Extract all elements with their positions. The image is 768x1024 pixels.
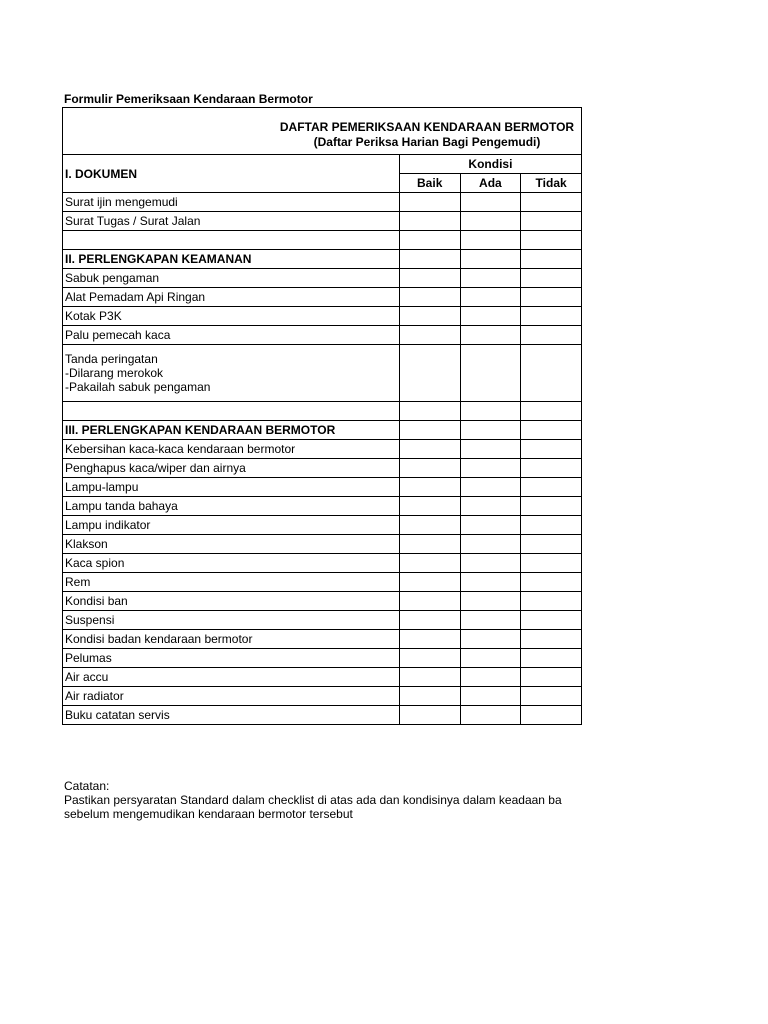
- check-cell-tidak[interactable]: [521, 687, 582, 706]
- warning-line: -Dilarang merokok: [65, 366, 164, 380]
- check-cell-baik[interactable]: [399, 706, 460, 725]
- section-row-kendaraan: [63, 421, 582, 440]
- item-label: Kondisi ban: [63, 592, 400, 611]
- check-cell-tidak[interactable]: [521, 668, 582, 687]
- check-cell-baik[interactable]: [399, 592, 460, 611]
- section-row-keamanan: [63, 250, 582, 269]
- check-cell-ada[interactable]: [460, 668, 521, 687]
- item-label: Air radiator: [63, 687, 400, 706]
- check-cell-baik[interactable]: [399, 288, 460, 307]
- check-cell-tidak[interactable]: [521, 193, 582, 212]
- check-cell-baik[interactable]: [399, 478, 460, 497]
- check-cell-tidak[interactable]: [521, 269, 582, 288]
- check-cell-ada[interactable]: [460, 345, 521, 402]
- table-row: [63, 269, 582, 288]
- table-row: [63, 668, 582, 687]
- check-cell-baik[interactable]: [399, 459, 460, 478]
- check-cell-tidak[interactable]: [521, 459, 582, 478]
- table-row: [63, 478, 582, 497]
- table-row: [63, 288, 582, 307]
- check-cell-tidak[interactable]: [521, 630, 582, 649]
- table-row: [63, 440, 582, 459]
- check-cell-tidak[interactable]: [521, 478, 582, 497]
- checklist-sheet: [62, 107, 582, 725]
- check-cell-ada[interactable]: [460, 212, 521, 231]
- col-header-ada: Ada: [460, 174, 521, 193]
- check-cell-ada[interactable]: [460, 573, 521, 592]
- check-cell-tidak[interactable]: [521, 440, 582, 459]
- check-cell-baik[interactable]: [399, 193, 460, 212]
- section-heading-dokumen: I. DOKUMEN: [63, 155, 400, 193]
- item-label: Lampu indikator: [63, 516, 400, 535]
- warning-signs-cell: [63, 345, 400, 402]
- notes-block: [64, 779, 764, 821]
- check-cell-tidak[interactable]: [521, 535, 582, 554]
- check-cell-ada[interactable]: [460, 592, 521, 611]
- table-row: [63, 326, 582, 345]
- table-row: [63, 611, 582, 630]
- check-cell-tidak[interactable]: [521, 611, 582, 630]
- item-label: Suspensi: [63, 611, 400, 630]
- check-cell-baik[interactable]: [399, 630, 460, 649]
- item-label: Air accu: [63, 668, 400, 687]
- checklist-subtitle: (Daftar Periksa Harian Bagi Pengemudi): [313, 135, 541, 149]
- table-row: [63, 554, 582, 573]
- check-cell-tidak[interactable]: [521, 554, 582, 573]
- table-title-row: [63, 108, 582, 155]
- item-label: Lampu tanda bahaya: [63, 497, 400, 516]
- check-cell-tidak[interactable]: [521, 573, 582, 592]
- table-row: [63, 573, 582, 592]
- form-title: Formulir Pemeriksaan Kendaraan Bermotor: [64, 92, 313, 106]
- table-row: [63, 193, 582, 212]
- check-cell-baik[interactable]: [399, 668, 460, 687]
- spacer-row: [63, 402, 582, 421]
- item-label: Palu pemecah kaca: [63, 326, 400, 345]
- item-label: Kondisi badan kendaraan bermotor: [63, 630, 400, 649]
- check-cell-baik[interactable]: [399, 611, 460, 630]
- item-label: Kotak P3K: [63, 307, 400, 326]
- section-header-row: [63, 155, 582, 174]
- checklist-table: [62, 107, 582, 725]
- table-row: [63, 592, 582, 611]
- item-label: Rem: [63, 573, 400, 592]
- check-cell-baik[interactable]: [399, 573, 460, 592]
- notes-label: Catatan:: [64, 779, 110, 793]
- kondisi-header: Kondisi: [399, 155, 581, 174]
- item-label: Kebersihan kaca-kaca kendaraan bermotor: [63, 440, 400, 459]
- item-label: Pelumas: [63, 649, 400, 668]
- item-label: Kaca spion: [63, 554, 400, 573]
- check-cell-tidak[interactable]: [521, 706, 582, 725]
- table-title-cell: [63, 108, 582, 155]
- check-cell-ada[interactable]: [460, 269, 521, 288]
- check-cell-baik[interactable]: [399, 307, 460, 326]
- item-label: Sabuk pengaman: [63, 269, 400, 288]
- check-cell-ada[interactable]: [460, 706, 521, 725]
- warning-line: -Pakailah sabuk pengaman: [65, 380, 211, 394]
- item-label: Surat Tugas / Surat Jalan: [63, 212, 400, 231]
- checklist-title: DAFTAR PEMERIKSAAN KENDARAAN BERMOTOR: [279, 120, 575, 134]
- item-label: Lampu-lampu: [63, 478, 400, 497]
- table-row: [63, 459, 582, 478]
- item-label: Klakson: [63, 535, 400, 554]
- warning-line: Tanda peringatan: [65, 352, 158, 366]
- check-cell-baik[interactable]: [399, 535, 460, 554]
- check-cell-baik[interactable]: [399, 516, 460, 535]
- check-cell-tidak[interactable]: [521, 345, 582, 402]
- table-row: [63, 212, 582, 231]
- check-cell-baik[interactable]: [399, 440, 460, 459]
- check-cell-ada[interactable]: [460, 497, 521, 516]
- check-cell-ada[interactable]: [460, 535, 521, 554]
- check-cell-baik[interactable]: [399, 497, 460, 516]
- item-label: Surat ijin mengemudi: [63, 193, 400, 212]
- check-cell-tidak[interactable]: [521, 516, 582, 535]
- check-cell-tidak[interactable]: [521, 212, 582, 231]
- check-cell-ada[interactable]: [460, 554, 521, 573]
- section-heading-kendaraan: III. PERLENGKAPAN KENDARAAN BERMOTOR: [63, 421, 400, 440]
- spacer-row: [63, 231, 582, 250]
- check-cell-tidak[interactable]: [521, 497, 582, 516]
- check-cell-tidak[interactable]: [521, 288, 582, 307]
- check-cell-baik[interactable]: [399, 212, 460, 231]
- table-row: [63, 687, 582, 706]
- check-cell-baik[interactable]: [399, 649, 460, 668]
- item-label: Alat Pemadam Api Ringan: [63, 288, 400, 307]
- table-row: [63, 706, 582, 725]
- section-heading-keamanan: II. PERLENGKAPAN KEAMANAN: [63, 250, 400, 269]
- check-cell-tidak[interactable]: [521, 649, 582, 668]
- table-row: [63, 630, 582, 649]
- table-row: [63, 516, 582, 535]
- check-cell-tidak[interactable]: [521, 592, 582, 611]
- table-row: [63, 497, 582, 516]
- check-cell-tidak[interactable]: [521, 307, 582, 326]
- check-cell-ada[interactable]: [460, 440, 521, 459]
- check-cell-ada[interactable]: [460, 307, 521, 326]
- check-cell-ada[interactable]: [460, 193, 521, 212]
- table-row: [63, 649, 582, 668]
- check-cell-ada[interactable]: [460, 611, 521, 630]
- check-cell-ada[interactable]: [460, 630, 521, 649]
- table-row: [63, 307, 582, 326]
- item-label: Penghapus kaca/wiper dan airnya: [63, 459, 400, 478]
- check-cell-ada[interactable]: [460, 649, 521, 668]
- check-cell-baik[interactable]: [399, 269, 460, 288]
- notes-line: Pastikan persyaratan Standard dalam checklist di atas ada dan kondisinya dalam keadaan ba: [64, 793, 562, 807]
- table-row: [63, 535, 582, 554]
- check-cell-tidak[interactable]: [521, 326, 582, 345]
- table-row-warning-signs: [63, 345, 582, 402]
- check-cell-ada[interactable]: [460, 478, 521, 497]
- check-cell-ada[interactable]: [460, 459, 521, 478]
- check-cell-ada[interactable]: [460, 288, 521, 307]
- check-cell-baik[interactable]: [399, 326, 460, 345]
- check-cell-ada[interactable]: [460, 326, 521, 345]
- check-cell-ada[interactable]: [460, 687, 521, 706]
- check-cell-baik[interactable]: [399, 554, 460, 573]
- check-cell-baik[interactable]: [399, 687, 460, 706]
- item-label: Buku catatan servis: [63, 706, 400, 725]
- col-header-baik: Baik: [399, 174, 460, 193]
- check-cell-baik[interactable]: [399, 345, 460, 402]
- notes-line: sebelum mengemudikan kendaraan bermotor tersebut: [64, 807, 353, 821]
- check-cell-ada[interactable]: [460, 516, 521, 535]
- col-header-tidak: Tidak: [521, 174, 582, 193]
